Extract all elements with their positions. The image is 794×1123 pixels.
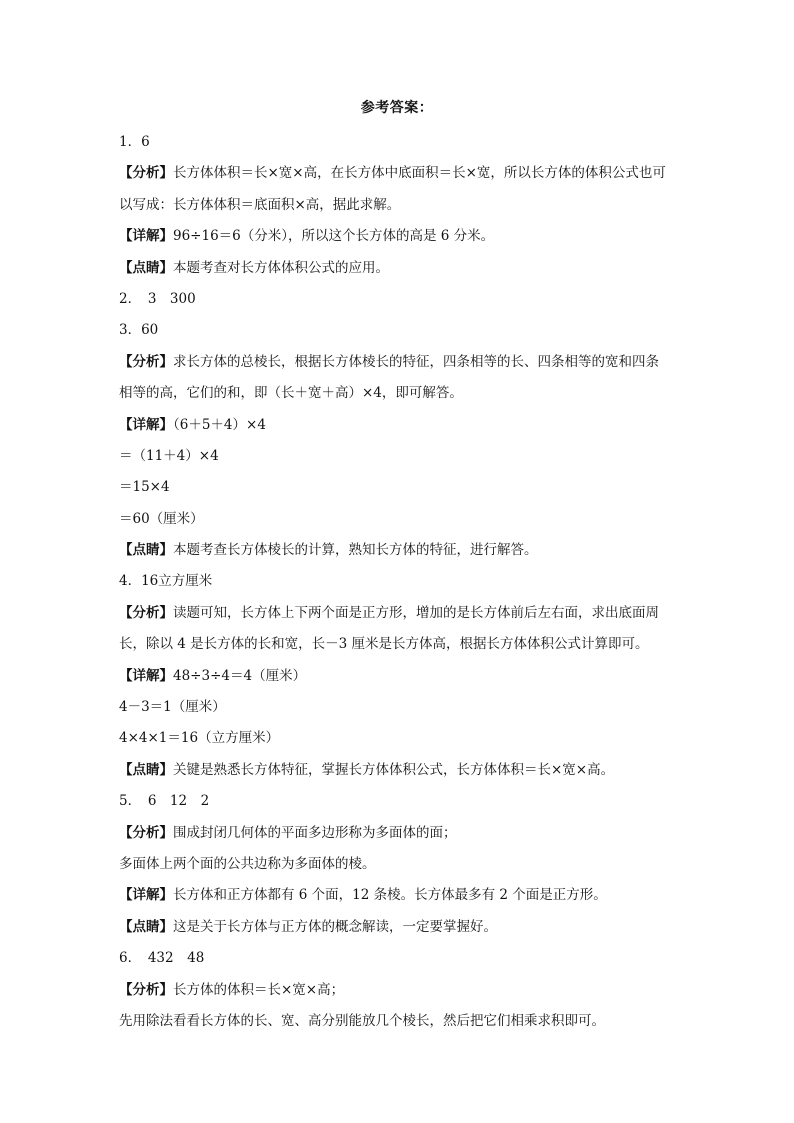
comment-tag: 【点睛】 bbox=[119, 259, 173, 276]
q5-detail: 【详解】长方体和正方体都有 6 个面，12 条棱。长方体最多有 2 个面是正方形。 bbox=[119, 887, 607, 904]
q1-detail: 【详解】96÷16＝6（分米），所以这个长方体的高是 6 分米。 bbox=[119, 228, 495, 245]
q4-detail: 【详解】48÷3÷4＝4（厘米） bbox=[119, 667, 307, 684]
q4-analysis: 【分析】读题可知，长方体上下两个面是正方形，增加的是长方体前后左右面，求出底面周 bbox=[119, 604, 659, 621]
q3-detail-step: ＝15×4 bbox=[119, 479, 170, 496]
q4-detail-step: 4－3＝1（厘米） bbox=[119, 699, 226, 716]
q3-detail: 【详解】（6＋5＋4）×4 bbox=[119, 416, 266, 433]
analysis-tag: 【分析】 bbox=[119, 604, 173, 621]
q3-detail-step: ＝（11＋4）×4 bbox=[119, 447, 219, 464]
q5-analysis: 【分析】围成封闭几何体的平面多边形称为多面体的面； bbox=[119, 824, 457, 841]
q3-analysis: 【分析】求长方体的总棱长，根据长方体棱长的特征，四条相等的长、四条相等的宽和四条 bbox=[119, 353, 659, 370]
q6-analysis-cont: 先用除法看看长方体的长、宽、高分别能放几个棱长，然后把它们相乘求积即可。 bbox=[119, 1012, 605, 1029]
q6-analysis: 【分析】长方体的体积＝长×宽×高； bbox=[119, 981, 345, 998]
q3-detail-step: ＝60（厘米） bbox=[119, 510, 204, 527]
q4-answer: 4．16立方厘米 bbox=[119, 573, 213, 590]
q2-answer: 2． 3 300 bbox=[119, 290, 196, 307]
analysis-tag: 【分析】 bbox=[119, 165, 173, 182]
analysis-tag: 【分析】 bbox=[119, 824, 173, 841]
analysis-tag: 【分析】 bbox=[119, 981, 173, 998]
q6-answer: 6． 432 48 bbox=[119, 950, 205, 967]
q4-analysis-cont: 长，除以 4 是长方体的长和宽，长－3 厘米是长方体高，根据长方体体积公式计算即可。 bbox=[119, 636, 649, 653]
answer-content bbox=[119, 127, 679, 1037]
detail-tag: 【详解】 bbox=[119, 667, 173, 684]
q1-analysis: 【分析】长方体体积＝长×宽×高，在长方体中底面积＝长×宽，所以长方体的体积公式也可 bbox=[119, 165, 666, 182]
analysis-tag: 【分析】 bbox=[119, 353, 173, 370]
page-title: 参考答案： bbox=[360, 100, 434, 116]
q5-analysis-cont: 多面体上两个面的公共边称为多面体的棱。 bbox=[119, 855, 376, 872]
comment-tag: 【点睛】 bbox=[119, 761, 173, 778]
q4-detail-step: 4×4×1＝16（立方厘米） bbox=[119, 730, 280, 747]
q3-analysis-cont: 相等的高，它们的和，即（长＋宽＋高）×4，即可解答。 bbox=[119, 385, 463, 402]
q3-answer: 3．60 bbox=[119, 322, 159, 339]
q4-comment: 【点睛】关键是熟悉长方体特征，掌握长方体体积公式，长方体体积＝长×宽×高。 bbox=[119, 761, 615, 778]
comment-tag: 【点睛】 bbox=[119, 918, 173, 935]
q1-answer: 1．6 bbox=[119, 134, 150, 150]
q1-analysis-cont: 以写成：长方体体积＝底面积×高，据此求解。 bbox=[119, 196, 401, 213]
q5-answer: 5． 6 12 2 bbox=[119, 793, 210, 810]
q5-comment: 【点睛】这是关于长方体与正方体的概念解读，一定要掌握好。 bbox=[119, 918, 497, 935]
detail-tag: 【详解】 bbox=[119, 228, 173, 245]
comment-tag: 【点睛】 bbox=[119, 542, 173, 559]
detail-tag: 【详解】 bbox=[119, 416, 173, 433]
q3-comment: 【点睛】本题考查长方体棱长的计算，熟知长方体的特征，进行解答。 bbox=[119, 542, 538, 559]
q1-comment: 【点睛】本题考查对长方体体积公式的应用。 bbox=[119, 259, 389, 276]
detail-tag: 【详解】 bbox=[119, 887, 173, 904]
